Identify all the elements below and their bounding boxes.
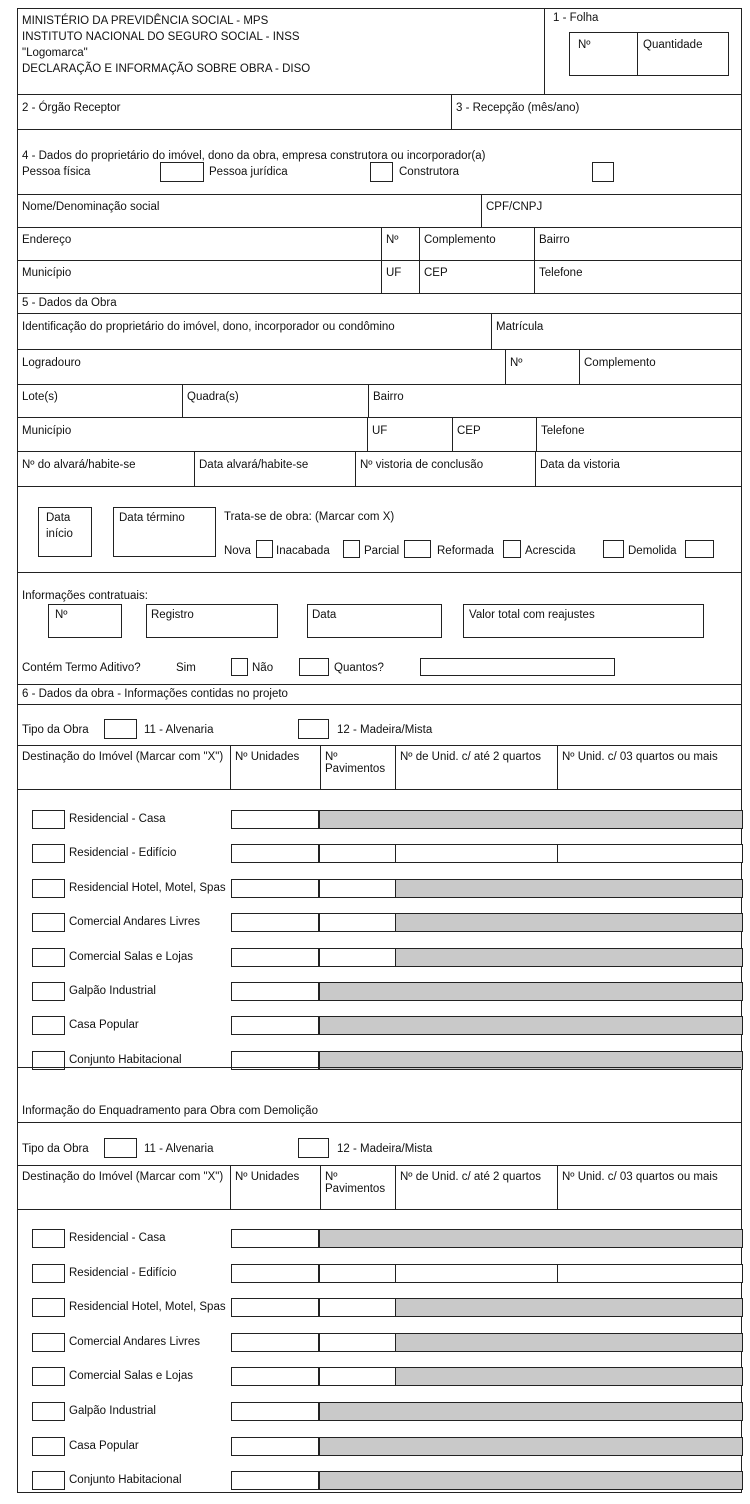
pessoa-juridica-label: Pessoa jurídica — [209, 166, 288, 178]
s6-row-4-pavimentos[interactable] — [319, 948, 396, 967]
contrato-valor-field[interactable] — [463, 604, 704, 638]
obra-telefone-label: Telefone — [541, 425, 585, 437]
s7-row-6-checkbox[interactable] — [32, 1437, 65, 1456]
acrescida-label: Acrescida — [525, 545, 576, 557]
diso-form — [17, 8, 742, 1493]
s6-row-2-shaded — [395, 879, 743, 898]
s7-row-2-unidades[interactable] — [231, 1298, 319, 1317]
s6-row-2-pavimentos[interactable] — [319, 879, 396, 898]
s7-row-1-checkbox[interactable] — [32, 1264, 65, 1283]
matricula-label: Matrícula — [496, 321, 544, 333]
data-inicio-label-2: início — [46, 528, 73, 540]
s7-title: Informação do Enquadramento para Obra com Demolição — [22, 1105, 318, 1117]
telefone-label: Telefone — [539, 267, 583, 279]
obra-bairro-field[interactable] — [368, 385, 743, 417]
vistoria-label: Nº vistoria de conclusão — [360, 459, 484, 471]
s7-row-7-unidades[interactable] — [231, 1471, 319, 1490]
logradouro-label: Logradouro — [22, 357, 81, 369]
s6-row-5-unidades[interactable] — [231, 982, 319, 1001]
obra-num-field[interactable] — [505, 350, 579, 384]
s6-col-unidades — [230, 746, 320, 789]
orgao-receptor-field[interactable] — [18, 95, 451, 129]
contrato-data-label: Data — [312, 609, 337, 621]
s6-row-6-shaded — [319, 1016, 743, 1035]
s7-row-5-checkbox[interactable] — [32, 1402, 65, 1421]
ident-label: Identificação do proprietário do imóvel, dono, incorporador ou condômino — [22, 321, 395, 333]
pessoa-fisica-label: Pessoa física — [22, 166, 91, 178]
s6-row-1-unidades[interactable] — [231, 844, 319, 863]
s7-row-6-shaded — [319, 1437, 743, 1456]
endereco-num-field[interactable] — [381, 228, 419, 260]
quadra-label: Quadra(s) — [187, 391, 239, 403]
s7-row-3-label: Comercial Andares Livres — [69, 1335, 201, 1348]
municipio-label: Município — [22, 267, 72, 279]
contrato-valor-label: Valor total com reajustes — [469, 609, 595, 621]
header-line-1: MINISTÉRIO DA PREVIDÊNCIA SOCIAL - MPS — [22, 15, 269, 27]
folha-label: 1 - Folha — [553, 12, 599, 24]
obra-num-label: Nº — [510, 357, 523, 369]
s7-row-1-3q[interactable] — [557, 1264, 743, 1283]
nao-label: Não — [252, 662, 274, 674]
s7-block — [18, 1123, 741, 1493]
s7-table-header — [18, 1166, 741, 1210]
s7-row-1-unidades[interactable] — [231, 1264, 319, 1283]
s7-row-4-pavimentos[interactable] — [319, 1367, 396, 1386]
reformada-checkbox[interactable] — [503, 540, 521, 558]
obra-cep-field[interactable] — [452, 418, 536, 451]
data-termino-label: Data término — [119, 512, 185, 524]
s6-madeira-label: 12 - Madeira/Mista — [337, 724, 433, 736]
construtora-label: Construtora — [399, 166, 460, 178]
cep-label: CEP — [424, 267, 448, 279]
obra-complemento-label: Complemento — [584, 357, 656, 369]
s7-row-4-shaded — [395, 1367, 743, 1386]
s6-row-6-checkbox[interactable] — [32, 1016, 65, 1035]
uf-label: UF — [386, 267, 402, 279]
inacabada-checkbox[interactable] — [343, 540, 360, 558]
s7-row-7-checkbox[interactable] — [32, 1471, 65, 1490]
lote-row — [18, 385, 741, 418]
quantos-label: Quantos? — [334, 662, 384, 674]
s7-col-2q — [395, 1166, 557, 1209]
s6-h-3q: Nº Unid. c/ 03 quartos ou mais — [562, 751, 718, 763]
s6-row-2-unidades[interactable] — [231, 879, 319, 898]
quadra-field[interactable] — [182, 385, 368, 417]
data-vistoria-field[interactable] — [535, 452, 743, 486]
s6-tipo-label: Tipo da Obra — [22, 724, 89, 736]
pessoa-fisica-checkbox[interactable] — [160, 162, 204, 182]
s6-table-header — [18, 746, 741, 790]
s7-row-3-pavimentos[interactable] — [319, 1333, 396, 1352]
s7-alvenaria-checkbox[interactable] — [104, 1138, 137, 1158]
s5-title: 5 - Dados da Obra — [22, 297, 117, 309]
sim-checkbox[interactable] — [231, 658, 248, 676]
s7-row-0-checkbox[interactable] — [32, 1229, 65, 1248]
ident-field[interactable] — [18, 314, 491, 349]
s7-row-2-label: Residencial Hotel, Motel, Spas — [69, 1301, 226, 1314]
lote-label: Lote(s) — [22, 391, 58, 403]
s6-row-2-label: Residencial Hotel, Motel, Spas — [69, 881, 226, 894]
s6-row-0-unidades[interactable] — [231, 810, 319, 829]
s6-row-3-pavimentos[interactable] — [319, 913, 396, 932]
s7-row-5-unidades[interactable] — [231, 1402, 319, 1421]
folha-num-label: Nº — [578, 39, 591, 51]
obra-municipio-label: Município — [22, 425, 72, 437]
s7-row-6-label: Casa Popular — [69, 1439, 139, 1452]
header-form-title: DECLARAÇÃO E INFORMAÇÃO SOBRE OBRA - DISO — [22, 63, 311, 75]
s7-h-dest: Destinação do Imóvel (Marcar com "X") — [22, 1171, 224, 1183]
s7-h-2q: Nº de Unid. c/ até 2 quartos — [400, 1171, 541, 1183]
folha-cell — [544, 9, 743, 94]
s7-col-destinacao — [18, 1166, 230, 1209]
endereco-row — [18, 228, 741, 261]
s6-row-4-unidades[interactable] — [231, 948, 319, 967]
s6-row-2-checkbox[interactable] — [32, 879, 65, 898]
alvara-row — [18, 452, 741, 487]
demolida-label: Demolida — [628, 545, 677, 557]
nova-label: Nova — [224, 545, 251, 557]
s6-h-unid: Nº Unidades — [235, 751, 300, 763]
uf-field[interactable] — [381, 261, 419, 293]
orgao-label: 2 - Órgão Receptor — [22, 102, 121, 114]
s6-madeira-checkbox[interactable] — [298, 719, 329, 739]
s7-col-unidades — [230, 1166, 320, 1209]
s7-row-3-unidades[interactable] — [231, 1333, 319, 1352]
municipio-field[interactable] — [18, 261, 381, 293]
s6-title-row — [18, 685, 741, 705]
s6-row-3-unidades[interactable] — [231, 913, 319, 932]
s6-row-1-checkbox[interactable] — [32, 844, 65, 863]
s6-row-1-3q[interactable] — [557, 844, 743, 863]
s7-tipo-label: Tipo da Obra — [22, 1143, 89, 1155]
nome-label: Nome/Denominação social — [22, 201, 160, 213]
data-alvara-field[interactable] — [194, 452, 355, 486]
folha-qtd-label: Quantidade — [643, 39, 703, 51]
s6-row-5-label: Galpão Industrial — [69, 985, 156, 997]
demolida-checkbox[interactable] — [685, 540, 714, 558]
cep-field[interactable] — [419, 261, 534, 293]
obra-cep-label: CEP — [457, 425, 481, 437]
bairro-field[interactable] — [534, 228, 743, 260]
s6-row-4-label: Comercial Salas e Lojas — [69, 950, 194, 963]
s6-h-2q: Nº de Unid. c/ até 2 quartos — [400, 751, 541, 763]
s7-tipo-row — [18, 1123, 741, 1166]
inacabada-label: Inacabada — [276, 545, 330, 557]
s6-h-pav-2: Pavimentos — [325, 763, 386, 775]
municipio-row — [18, 261, 741, 294]
s7-row-4-unidades[interactable] — [231, 1367, 319, 1386]
s7-row-1-2q[interactable] — [395, 1264, 558, 1283]
bairro-label: Bairro — [539, 234, 570, 246]
obra-telefone-field[interactable] — [536, 418, 743, 451]
data-inicio-field[interactable] — [38, 507, 92, 557]
sim-label: Sim — [176, 662, 196, 674]
s6-row-6-unidades[interactable] — [231, 1016, 319, 1035]
s7-row-7-label: Conjunto Habitacional — [69, 1474, 182, 1487]
s7-row-0-label: Residencial - Casa — [69, 1232, 166, 1244]
s6-alvenaria-label: 11 - Alvenaria — [144, 724, 214, 736]
s7-col-pavimentos — [320, 1166, 395, 1209]
s7-row-0-shaded — [319, 1229, 743, 1248]
parcial-label: Parcial — [364, 545, 400, 557]
s6-row-1-label: Residencial - Edifício — [69, 847, 177, 860]
s7-row-0-unidades[interactable] — [231, 1229, 319, 1248]
s7-h-pav-2: Pavimentos — [325, 1183, 386, 1195]
s6-row-6-label: Casa Popular — [69, 1019, 139, 1032]
contrato-data-field[interactable] — [307, 604, 442, 638]
s6-alvenaria-checkbox[interactable] — [104, 719, 137, 739]
s6-col-3q — [557, 746, 743, 789]
s7-madeira-label: 12 - Madeira/Mista — [337, 1143, 433, 1155]
s6-col-2q — [395, 746, 557, 789]
s6-tipo-row — [18, 705, 741, 746]
data-inicio-label-1: Data — [46, 512, 71, 524]
alvara-field[interactable] — [18, 452, 194, 486]
s4-title: 4 - Dados do proprietário do imóvel, dono da obra, empresa construtora ou incorporador(a) — [22, 150, 486, 162]
s6-block — [18, 705, 741, 1067]
s7-row-2-shaded — [395, 1298, 743, 1317]
contratuais-row — [18, 573, 741, 685]
quantos-input[interactable] — [420, 658, 615, 676]
cpf-field[interactable] — [481, 195, 743, 227]
telefone-field[interactable] — [534, 261, 743, 293]
s7-madeira-checkbox[interactable] — [298, 1138, 329, 1158]
contrato-registro-label: Registro — [151, 609, 194, 621]
s7-col-3q — [557, 1166, 743, 1209]
data-alvara-label: Data alvará/habite-se — [199, 459, 309, 471]
s7-row-3-shaded — [395, 1333, 743, 1352]
s7-row-1-pavimentos[interactable] — [319, 1264, 396, 1283]
header-row — [18, 9, 741, 95]
nome-field[interactable] — [18, 195, 481, 227]
acrescida-checkbox[interactable] — [603, 540, 624, 558]
obra-uf-label: UF — [372, 425, 388, 437]
contrato-num-field[interactable] — [48, 604, 122, 638]
endereco-label: Endereço — [22, 234, 72, 246]
s7-row-2-pavimentos[interactable] — [319, 1298, 396, 1317]
reformada-label: Reformada — [437, 545, 494, 557]
contrato-num-label: Nº — [55, 609, 68, 621]
s6-h-pav-1: Nº — [325, 751, 338, 763]
s7-row-6-unidades[interactable] — [231, 1437, 319, 1456]
s6-row-5-checkbox[interactable] — [32, 982, 65, 1001]
obra-uf-field[interactable] — [367, 418, 452, 451]
s7-title-row — [18, 1067, 741, 1123]
complemento-field[interactable] — [419, 228, 534, 260]
endereco-num-label: Nº — [386, 234, 399, 246]
logradouro-field[interactable] — [18, 350, 505, 384]
data-termino-field[interactable] — [113, 507, 216, 557]
s6-row-4-checkbox[interactable] — [32, 948, 65, 967]
s7-row-4-label: Comercial Salas e Lojas — [69, 1370, 194, 1383]
ident-row — [18, 314, 741, 350]
s6-row-4-shaded — [395, 948, 743, 967]
nao-checkbox[interactable] — [299, 658, 329, 676]
folha-box — [569, 32, 729, 76]
s6-row-0-checkbox[interactable] — [32, 810, 65, 829]
s7-row-5-label: Galpão Industrial — [69, 1405, 156, 1417]
s6-title: 6 - Dados da obra - Informações contidas no projeto — [22, 688, 288, 700]
s4-type-row — [18, 130, 741, 195]
lote-field[interactable] — [18, 385, 182, 417]
termo-aditivo-label: Contém Termo Aditivo? — [22, 662, 141, 674]
matricula-field[interactable] — [491, 314, 743, 349]
s6-row-3-shaded — [395, 913, 743, 932]
obra-complemento-field[interactable] — [579, 350, 743, 384]
s5-title-row — [18, 294, 741, 314]
datas-row — [18, 487, 741, 573]
alvara-label: Nº do alvará/habite-se — [22, 459, 136, 471]
s6-row-1-pavimentos[interactable] — [319, 844, 396, 863]
endereco-field[interactable] — [18, 228, 381, 260]
parcial-checkbox[interactable] — [404, 540, 431, 558]
s6-row-5-shaded — [319, 982, 743, 1001]
header-line-2: INSTITUTO NACIONAL DO SEGURO SOCIAL - INSS — [22, 31, 300, 43]
s7-h-3q: Nº Unid. c/ 03 quartos ou mais — [562, 1171, 718, 1183]
obra-bairro-label: Bairro — [373, 391, 404, 403]
cpf-label: CPF/CNPJ — [486, 201, 543, 213]
s6-row-0-label: Residencial - Casa — [69, 813, 166, 825]
s7-row-5-shaded — [319, 1402, 743, 1421]
vistoria-field[interactable] — [355, 452, 535, 486]
s6-row-0-shaded — [319, 810, 743, 829]
nova-checkbox[interactable] — [256, 540, 273, 558]
recepcao-label: 3 - Recepção (mês/ano) — [456, 102, 580, 114]
s7-alvenaria-label: 11 - Alvenaria — [144, 1143, 214, 1155]
s6-row-1-2q[interactable] — [395, 844, 558, 863]
header-logo-placeholder: "Logomarca" — [22, 47, 88, 59]
s6-col-destinacao — [18, 746, 230, 789]
obra-municipio-field[interactable] — [18, 418, 367, 451]
recepcao-field[interactable] — [451, 95, 743, 129]
nome-row — [18, 195, 741, 228]
s6-row-3-checkbox[interactable] — [32, 913, 65, 932]
complemento-label: Complemento — [424, 234, 496, 246]
s7-h-unid: Nº Unidades — [235, 1171, 300, 1183]
s6-row-7-label: Conjunto Habitacional — [69, 1053, 182, 1066]
s7-row-4-checkbox[interactable] — [32, 1367, 65, 1386]
construtora-checkbox[interactable] — [592, 162, 614, 182]
contrato-registro-field[interactable] — [146, 604, 278, 638]
s7-row-7-shaded — [319, 1471, 743, 1490]
logradouro-row — [18, 350, 741, 385]
data-vistoria-label: Data da vistoria — [540, 459, 620, 471]
s7-row-1-label: Residencial - Edifício — [69, 1266, 177, 1279]
s6-col-pavimentos — [320, 746, 395, 789]
trata-label: Trata-se de obra: (Marcar com X) — [224, 511, 395, 523]
orgao-row — [18, 95, 741, 130]
s7-h-pav-1: Nº — [325, 1171, 338, 1183]
pessoa-juridica-checkbox[interactable] — [370, 162, 393, 182]
s7-row-2-checkbox[interactable] — [32, 1298, 65, 1317]
s7-row-3-checkbox[interactable] — [32, 1333, 65, 1352]
info-contratuais-label: Informações contratuais: — [22, 590, 148, 602]
s6-row-3-label: Comercial Andares Livres — [69, 916, 201, 929]
s6-h-dest: Destinação do Imóvel (Marcar com "X") — [22, 751, 224, 763]
obra-municipio-row — [18, 418, 741, 452]
